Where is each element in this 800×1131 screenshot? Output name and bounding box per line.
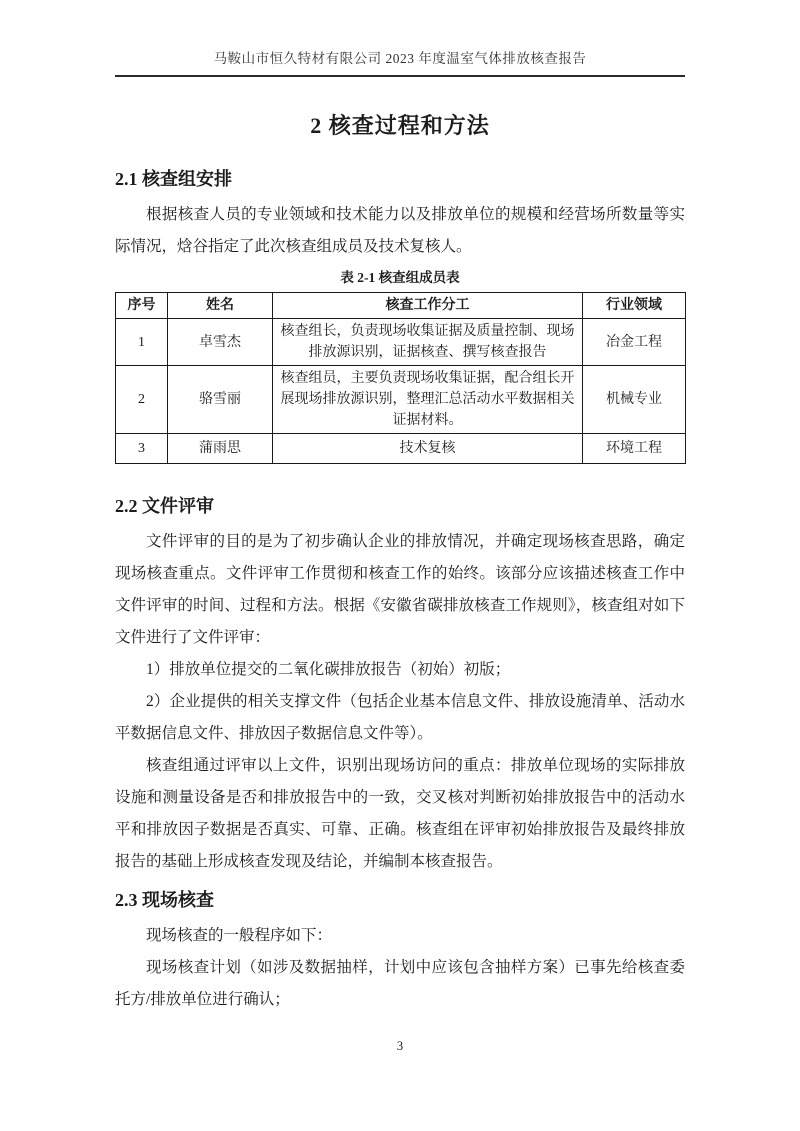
section-heading-2-3: 2.3 现场核查: [115, 890, 214, 910]
cell-seq: 1: [116, 319, 168, 366]
section-2-2-list-item-1: 1）排放单位提交的二氧化碳排放报告（初始）初版；: [146, 661, 511, 678]
verification-team-table: [115, 292, 686, 464]
cell-name: 蒲雨思: [168, 434, 273, 464]
header-title: 马鞍山市恒久特材有限公司 2023 年度温室气体排放核查报告: [213, 51, 587, 66]
chapter-title: 2 核查过程和方法: [310, 113, 490, 138]
header-cell-seq: 序号: [116, 293, 168, 319]
cell-field: 环境工程: [583, 434, 686, 464]
table-row: [116, 366, 686, 434]
section-2-2-paragraph-1: 文件评审的目的是为了初步确认企业的排放情况，并确定现场核查思路，确定现场核查重点。文件评审工作贯彻和核查工作的始终。该部分应该描述核查工作中文件评审的时间、过程和方法。根据《安徽省碳排放核查工作规则》，核查组对如下文件进行了文件评审：: [115, 533, 685, 646]
section-2-3-paragraph-1: 现场核查的一般程序如下：: [146, 927, 333, 944]
page-number: 3: [396, 1039, 404, 1053]
table-row: [116, 319, 686, 366]
section-2-2-list-item-2: 2）企业提供的相关支撑文件（包括企业基本信息文件、排放设施清单、活动水平数据信息文件、排放因子数据信息文件等）。: [115, 693, 685, 742]
table-row: [116, 434, 686, 464]
section-2-3-paragraph-2: 现场核查计划（如涉及数据抽样，计划中应该包含抽样方案）已事先给核查委托方/排放单位进行确认；: [115, 959, 685, 1008]
cell-field: 冶金工程: [583, 319, 686, 366]
cell-seq: 3: [116, 434, 168, 464]
page-header: [115, 50, 685, 77]
header-cell-name: 姓名: [168, 293, 273, 319]
cell-seq: 2: [116, 366, 168, 434]
section-heading-2-2: 2.2 文件评审: [115, 496, 214, 516]
cell-duty: 核查组长，负责现场收集证据及质量控制、现场排放源识别，证据核查、撰写核查报告: [273, 319, 583, 366]
cell-field: 机械专业: [583, 366, 686, 434]
section-heading-2-1: 2.1 核查组安排: [115, 169, 232, 189]
table-caption: 表 2-1 核查组成员表: [340, 270, 460, 285]
cell-duty: 技术复核: [273, 434, 583, 464]
cell-name: 骆雪丽: [168, 366, 273, 434]
section-2-1-paragraph: 根据核查人员的专业领域和技术能力以及排放单位的规模和经营场所数量等实际情况，焓谷指定了此次核查组成员及技术复核人。: [115, 206, 685, 255]
header-cell-field: 行业领域: [583, 293, 686, 319]
table-header-row: [116, 293, 686, 319]
cell-duty: 核查组员，主要负责现场收集证据，配合组长开展现场排放源识别，整理汇总活动水平数据相关证据材料。: [273, 366, 583, 434]
section-2-2-paragraph-2: 核查组通过评审以上文件，识别出现场访问的重点：排放单位现场的实际排放设施和测量设备是否和排放报告中的一致，交叉核对判断初始排放报告中的活动水平和排放因子数据是否真实、可靠、正确。核查组在评审初始排放报告及最终排放报告的基础上形成核查发现及结论，并编制本核查报告。: [115, 757, 685, 870]
header-cell-duty: 核查工作分工: [273, 293, 583, 319]
cell-name: 卓雪杰: [168, 319, 273, 366]
